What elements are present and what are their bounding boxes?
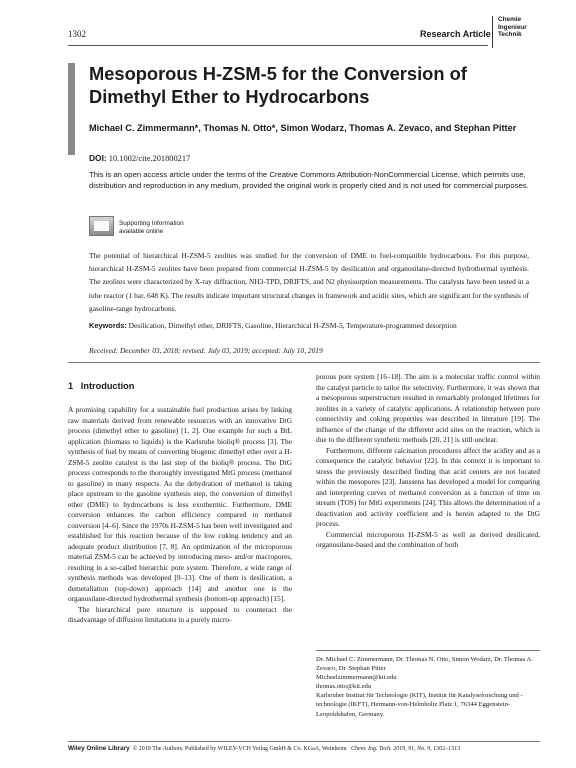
left-column — [68, 405, 292, 626]
affiliation-divider — [316, 650, 540, 651]
supporting-info-icon[interactable] — [89, 216, 114, 236]
supporting-info-link[interactable] — [119, 220, 184, 236]
affiliation-authors: Dr. Michael C. Zimmermann, Dr. Thomas N. Otto, Simon Wodarz, Dr. Thomas A. Zevaco, Dr. Stephan Pitter — [316, 656, 533, 673]
paragraph: A promising capability for a sustainable fuel production arises by linking raw materials derived from renewable resources with an innovative DtG process (dimethyl ether to gasoline) [1, 2]. One example for such a BtL application (biomass to liquids) is the Karlsruhe bioliq® process [3]. The synthesis of fuel by means of converting biogenic dimethyl ether over a H-ZSM-5 zeolite catalyst is the last step of the bioliq® process. The DtG process corresponds to the thoroughly investigated MtG process (methanol to gasoline) in many respects. As the dehydration of methanol is taking place upstream to the gasoline synthesis step, the conversion of dimethyl ether (DME) to hydrocarbons is less exothermic. Furthermore, DME conversion enhances the carbon efficiency compared to methanol conversion [4–6]. Since the 1970s H-ZSM-5 has been well investigated and established for this reaction because of the low coking tendency and an adequate product distribution [7, 8]. An optimization of the microporous material ZSM-5 can be achieved by introducing meso- and/or macropores, resulting in a so-called hierarchic pore system. Therefore, a wide range of synthesis methods was developed [9–13]. One of them is desilication, a demetallation (top-down) approach [14] and another one is the organosilane-directed hydrothermal synthesis (bottom-up approach) [15]. — [68, 405, 292, 603]
article-type: Research Article — [420, 29, 491, 39]
paragraph: Furthermore, different calcination procedures affect the acidity and as a consequence the catalytic behavior [22]. In this context it is important to stress the previously described finding that acid centers are not located within the mesopores [23]. Janssens has developed a model for comparing and interpreting curves of methanol conversion as a function of time on stream (TOS) for MtG experiments [24]. This allows the determination of a deactivation and activity coefficient and is herein adapted to the DtG process. — [316, 445, 540, 528]
keywords-text: Desilication, Dimethyl ether, DRIFTS, Gasoline, Hierarchical H-ZSM-5, Temperature-programmed desorption — [128, 321, 457, 330]
journal-logo-line: Technik — [498, 31, 522, 39]
journal-logo-line: Ingenieur — [498, 23, 527, 31]
journal-logo — [492, 16, 540, 48]
email-link[interactable]: Michaelzimmermann@kit.edu — [316, 674, 397, 682]
paragraph: porous pore system [16–18]. The aim is a molecular traffic control within the catalyst particle to tailor the selectivity. Furthermore, it was shown that a mesoporous superstructure resulted in remarkably prolonged lifetimes for zeolites in a variety of catalytic applications. A relationship between pore connectivity and coking properties was described in literature [19]. The influence of the change of the different acid sites on the reaction, which is due to the different synthetic methods [20, 21] is still unclear. — [316, 372, 540, 444]
title-accent-bar — [68, 63, 75, 155]
license-statement: This is an open access article under the terms of the Creative Commons Attribution-NonCommercial License, which permits use, distribution and reproduction in any medium, provided the original work is properly cited and is not used for commercial purposes. — [89, 170, 529, 190]
section-title: Introduction — [80, 381, 135, 391]
affiliation-address: Karlsruher Institut für Technologie (KIT), Institut für Katalyseforschung und -technologie (IKFT), Hermann-von-Helmholtz Platz 1, 76344 Eggenstein-Leopoldshafen, Germany. — [316, 692, 523, 718]
section-number: 1 — [68, 381, 74, 391]
copyright: © 2019 The Authors. Published by WILEY-VCH Verlag GmbH & Co. KGaA, Weinheim — [132, 746, 347, 752]
supporting-info-line: Supporting Information — [119, 220, 184, 227]
keywords-label: Keywords: — [89, 321, 127, 330]
abstract: The potential of hierarchical H-ZSM-5 zeolites was studied for the conversion of DME to fuel-compatible hydrocarbons. For this purpose, hierarchical H-ZSM-5 zeolites have been prepared from commercial H-ZSM-5 by desilication and organosilane-directed hydrothermal synthesis. The zeolites were characterized by X-ray diffraction, NH3-TPD, DRIFTS, and N2 physisorption measurements. The catalysts have been tested in a tube reactor (1 bar, 648 K). The results indicate important structural changes in framework and acidic sites, which are significant for the synthesis of gasoline-range hydrocarbons. — [89, 251, 529, 313]
section-heading — [68, 381, 134, 391]
affiliation-block — [316, 655, 540, 719]
doi-label: DOI: — [89, 153, 107, 163]
journal-logo-line: Chemie — [498, 16, 522, 23]
paragraph: The hierarchical pore structure is supposed to counteract the disadvantage of diffusion limitations in a purely micro- — [68, 604, 292, 624]
citation: Chem. Ing. Tech. 2019, 91, No. 9, 1302–1313 — [351, 746, 461, 752]
publisher-logo: Wiley Online Library — [68, 745, 130, 752]
page-footer — [68, 745, 540, 752]
doi-link[interactable]: 10.1002/cite.201800217 — [108, 154, 191, 163]
header-divider — [68, 45, 488, 46]
publication-dates: Received: December 03, 2018; revised: July 03, 2019; accepted: July 10, 2019 — [89, 346, 323, 355]
doi-line — [89, 153, 190, 163]
email-link[interactable]: thomas.otto@kit.edu — [316, 683, 372, 691]
supporting-info-line: available online — [119, 228, 164, 235]
author-list: Michael C. Zimmermann*, Thomas N. Otto*, Simon Wodarz, Thomas A. Zevaco, and Stephan Pitter — [89, 123, 517, 133]
page-number: 1302 — [68, 29, 86, 39]
article-title: Mesoporous H-ZSM-5 for the Conversion of Dimethyl Ether to Hydrocarbons — [89, 63, 467, 107]
right-column — [316, 372, 540, 551]
paragraph: Commercial microporous H-ZSM-5 as well as derived desilicated, organosilane-based and the combination of both — [316, 529, 540, 549]
dates-divider — [68, 362, 540, 363]
keywords — [89, 320, 529, 331]
footer-divider — [68, 741, 540, 742]
